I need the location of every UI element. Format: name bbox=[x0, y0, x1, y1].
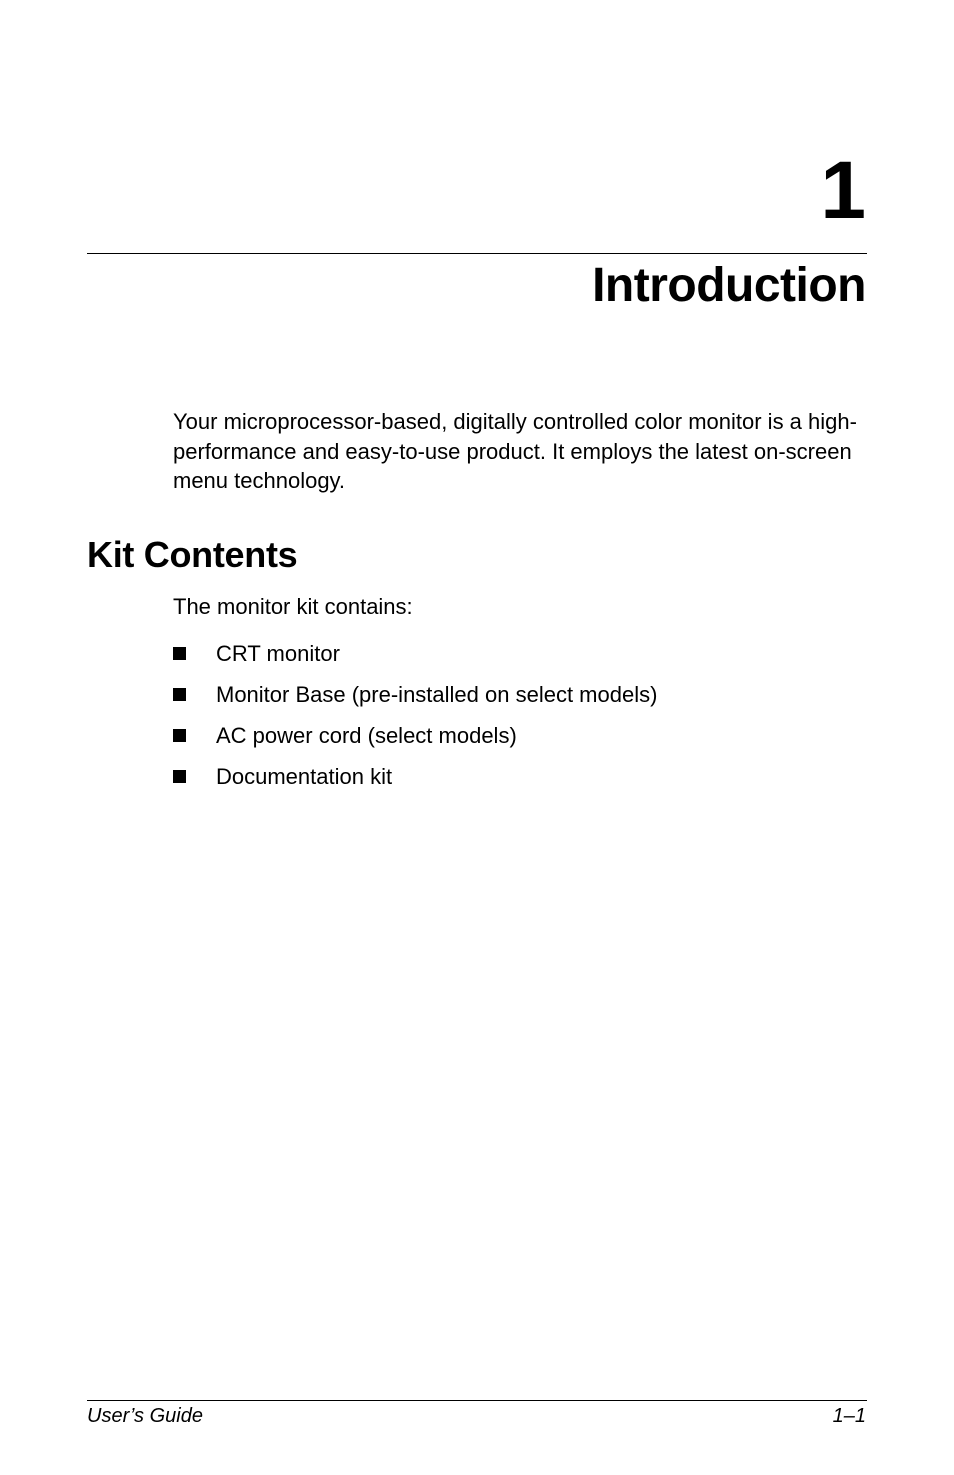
list-item bbox=[173, 674, 863, 715]
square-bullet-icon bbox=[173, 770, 186, 783]
intro-paragraph: Your microprocessor-based, digitally controlled color monitor is a high-performance and easy-to-use product. It employs the latest on-screen menu technology. bbox=[173, 409, 857, 493]
square-bullet-icon bbox=[173, 729, 186, 742]
footer-doc-title: User’s Guide bbox=[87, 1405, 203, 1427]
list-item-text: CRT monitor bbox=[216, 640, 340, 666]
footer-page-number: 1–1 bbox=[832, 1405, 866, 1427]
chapter-divider bbox=[87, 253, 867, 254]
kit-contents-heading: Kit Contents bbox=[87, 534, 298, 575]
chapter-number: 1 bbox=[820, 145, 866, 236]
list-item bbox=[173, 715, 863, 756]
square-bullet-icon bbox=[173, 647, 186, 660]
list-item-text: AC power cord (select models) bbox=[216, 722, 517, 748]
list-item bbox=[173, 633, 863, 674]
chapter-title: Introduction bbox=[592, 259, 866, 312]
kit-contents-intro: The monitor kit contains: bbox=[173, 594, 413, 619]
list-item-text: Monitor Base (pre-installed on select models) bbox=[216, 681, 658, 707]
list-item bbox=[173, 756, 863, 797]
footer-divider bbox=[87, 1400, 867, 1401]
list-item-text: Documentation kit bbox=[216, 763, 393, 789]
square-bullet-icon bbox=[173, 688, 186, 701]
kit-contents-list bbox=[173, 633, 863, 797]
